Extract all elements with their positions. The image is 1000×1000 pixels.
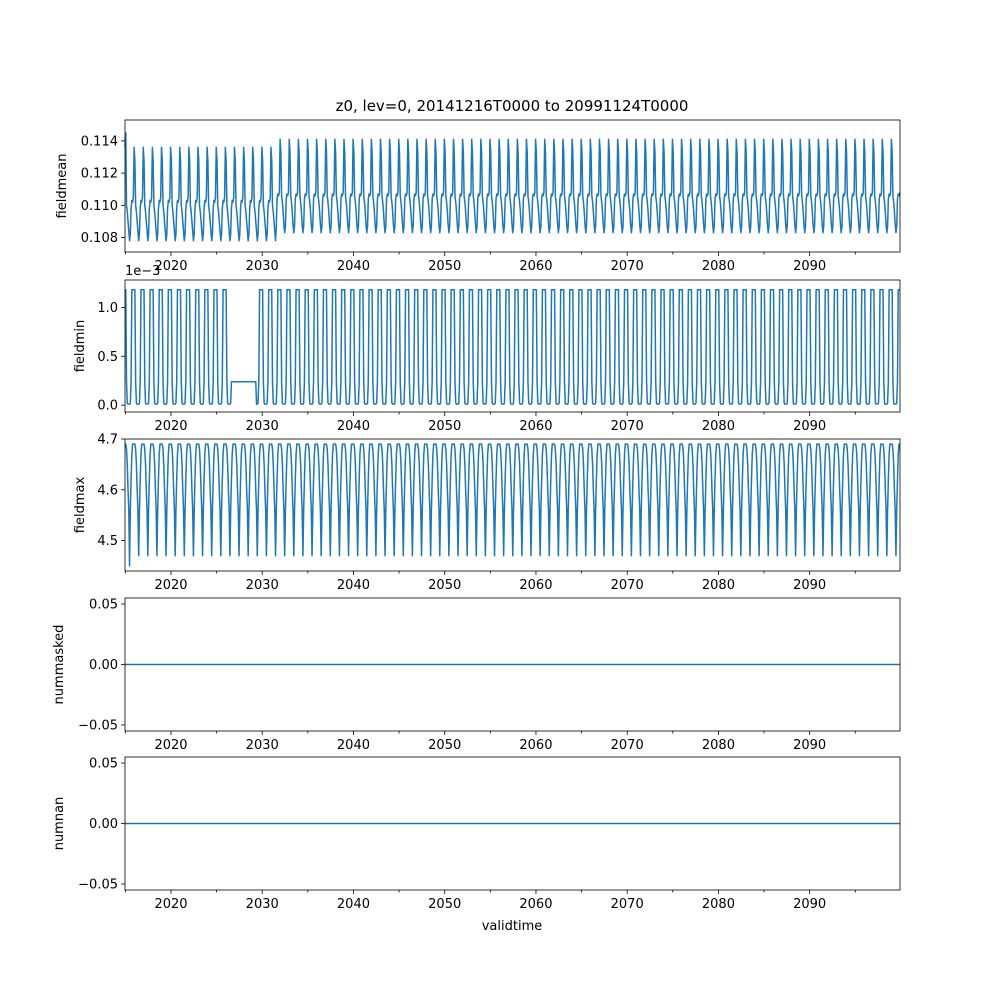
fieldmin-x-tick-label: 2050: [428, 419, 462, 434]
fieldmean-x-tick-label: 2080: [701, 259, 735, 274]
nummasked-x-tick-label: 2020: [154, 738, 188, 753]
fieldmean-x-tick-label: 2040: [336, 259, 371, 274]
subplot-fieldmax: [73, 433, 900, 594]
fieldmean-x-tick-label: 2050: [428, 259, 462, 274]
fieldmin-x-tick-label: 2080: [701, 419, 735, 434]
numnan-x-tick-label: 2040: [336, 897, 371, 912]
nummasked-y-tick-label: 0.05: [89, 597, 118, 613]
numnan-y-tick-label: 0.00: [89, 817, 118, 832]
fieldmean-x-tick-label: 2020: [154, 259, 188, 274]
nummasked-y-tick-label: 0.00: [89, 658, 118, 673]
nummasked-x-tick-label: 2050: [428, 738, 462, 753]
fieldmin-y-tick-label: 0.0: [97, 398, 118, 414]
fieldmax-x-tick-label: 2060: [519, 578, 553, 593]
fieldmin-x-tick-label: 2090: [793, 419, 827, 434]
numnan-x-tick-label: 2020: [154, 897, 188, 912]
fieldmax-x-tick-label: 2030: [245, 578, 279, 593]
subplot-fieldmean: [55, 120, 900, 274]
fieldmax-y-tick-label: 4.7: [97, 432, 118, 448]
nummasked-x-tick-label: 2030: [245, 738, 279, 753]
fieldmax-x-tick-label: 2090: [793, 578, 827, 593]
fieldmean-y-tick-label: 0.114: [80, 134, 118, 150]
numnan-x-tick-label: 2080: [701, 897, 735, 912]
fieldmax-x-tick-label: 2050: [428, 578, 462, 593]
nummasked-x-tick-label: 2060: [519, 738, 553, 753]
fieldmean-y-tick-label: 0.112: [80, 166, 118, 182]
subplot-nummasked: [52, 598, 900, 753]
fieldmin-x-tick-label: 2030: [245, 419, 279, 434]
numnan-x-tick-label: 2030: [245, 897, 279, 912]
subplots: [52, 120, 900, 912]
fieldmean-series-line: [125, 133, 900, 241]
fieldmin-y-axis-label: fieldmin: [73, 319, 88, 373]
fieldmax-x-tick-label: 2080: [701, 578, 735, 593]
fieldmax-x-tick-label: 2040: [336, 578, 371, 593]
subplot-numnan: [52, 757, 900, 912]
fieldmean-y-tick-label: 0.110: [80, 198, 118, 214]
numnan-y-tick-label: −0.05: [78, 877, 118, 893]
fieldmin-y-tick-label: 1.0: [97, 300, 118, 316]
subplot-fieldmin: [73, 264, 900, 434]
fieldmax-x-tick-label: 2070: [610, 578, 644, 593]
fieldmax-series-line: [125, 444, 900, 566]
fieldmin-x-tick-label: 2020: [154, 419, 188, 434]
fieldmin-x-tick-label: 2040: [336, 419, 371, 434]
fieldmin-y-tick-label: 0.5: [97, 349, 118, 365]
fieldmean-x-tick-label: 2030: [245, 259, 279, 274]
numnan-y-tick-label: 0.05: [89, 756, 118, 772]
fieldmax-x-tick-label: 2020: [154, 578, 188, 593]
nummasked-x-tick-label: 2070: [610, 738, 644, 753]
fieldmean-x-tick-label: 2060: [519, 259, 553, 274]
numnan-x-tick-label: 2050: [428, 897, 462, 912]
fieldmin-series-line: [125, 290, 900, 404]
fieldmean-y-axis-label: fieldmean: [55, 153, 70, 219]
nummasked-x-tick-label: 2040: [336, 738, 371, 753]
x-axis-label: validtime: [481, 919, 543, 934]
numnan-x-tick-label: 2070: [610, 897, 644, 912]
nummasked-y-tick-label: −0.05: [78, 718, 118, 734]
fieldmax-y-axis-label: fieldmax: [73, 476, 88, 534]
fieldmin-x-tick-label: 2070: [610, 419, 644, 434]
nummasked-y-axis-label: nummasked: [52, 624, 67, 705]
fieldmean-x-tick-label: 2070: [610, 259, 644, 274]
chart-title: z0, lev=0, 20141216T0000 to 20991124T0000: [335, 97, 689, 115]
fieldmax-y-tick-label: 4.5: [97, 534, 118, 550]
numnan-x-tick-label: 2090: [793, 897, 827, 912]
numnan-y-axis-label: numnan: [52, 796, 67, 851]
fieldmean-y-tick-label: 0.108: [80, 231, 118, 247]
nummasked-x-tick-label: 2080: [701, 738, 735, 753]
fieldmin-offset-text: 1e−3: [125, 264, 161, 279]
numnan-x-tick-label: 2060: [519, 897, 553, 912]
fieldmin-x-tick-label: 2060: [519, 419, 553, 434]
fieldmean-x-tick-label: 2090: [793, 259, 827, 274]
nummasked-x-tick-label: 2090: [793, 738, 827, 753]
fieldmax-y-tick-label: 4.6: [97, 483, 118, 499]
